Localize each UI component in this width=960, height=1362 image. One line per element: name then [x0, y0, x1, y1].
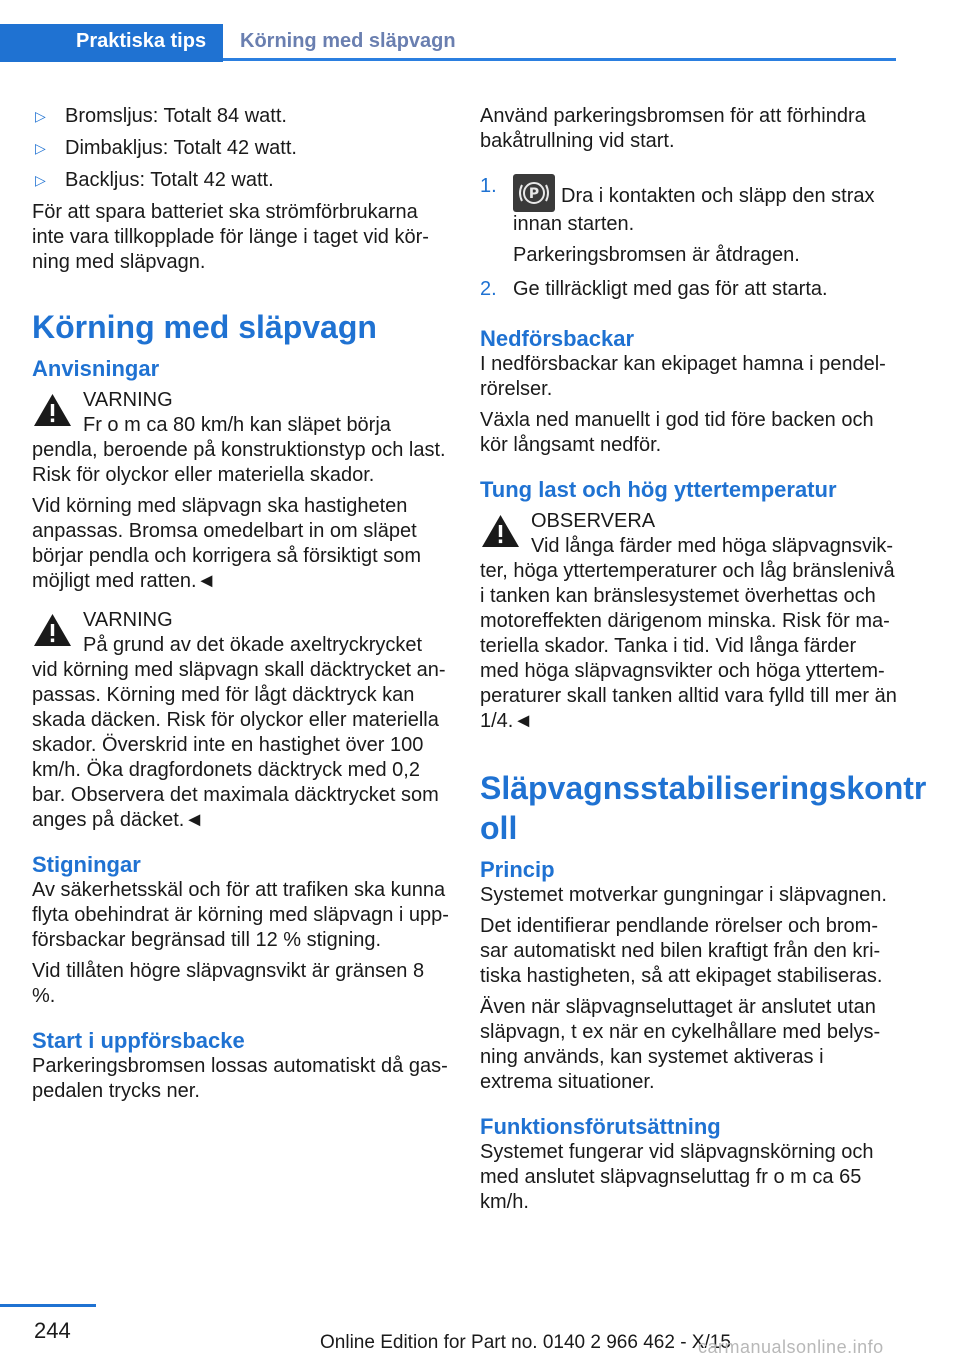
- paragraph: Parkeringsbromsen lossas automatiskt då gaspedalen trycks ner.: [32, 1055, 448, 1102]
- list-item: ▷ Backljus: Totalt 42 watt.: [35, 169, 274, 191]
- paragraph: För att spara batteriet ska strömförbrukarna inte vara tillkopplade för länge i taget vid körning med släpvagn.: [32, 201, 429, 273]
- footer-divider: [0, 1304, 96, 1307]
- triangle-bullet-icon: ▷: [35, 140, 46, 156]
- warning-label: VARNING: [83, 389, 173, 411]
- caution-label: OBSERVERA: [531, 510, 656, 532]
- caution-block: [480, 509, 898, 734]
- subsection-title: Tung last och hög yttertemperatur: [480, 477, 837, 502]
- paragraph: I nedförsbackar kan ekipaget hamna i pendelrörelser.: [480, 353, 886, 400]
- warning-icon: [32, 391, 73, 429]
- paragraph: Det identifierar pendlande rörelser och bromsar automatiskt ned bilen kraftigt från den kritiska hastigheten, så att ekipaget stabiliseras.: [480, 915, 883, 987]
- warning-label: VARNING: [83, 609, 173, 631]
- warning-text: På grund av det ökade axeltryckrycket vid körning med släpvagn skall däcktrycket anpassas. Körning med för lågt däcktryck kan skada däcken. Risk för olyckor eller materiella skador. Överskrid inte en hastighet över 100 km/h. Öka dragfordonets däcktryck med 0,2 bar. Observera det maximala däcktrycket som anges på däcket.◄: [32, 634, 446, 831]
- watermark: carmanualsonline.info: [698, 1337, 884, 1357]
- subsection-title: Princip: [480, 857, 555, 882]
- paragraph: Systemet fungerar vid släpvagnskörning och med anslutet släpvagnseluttag fr o m ca 65 km/h.: [480, 1141, 874, 1213]
- svg-text:P: P: [528, 186, 540, 202]
- subsection-title: Nedförsbackar: [480, 326, 635, 351]
- parking-brake-icon: [513, 174, 555, 212]
- triangle-bullet-icon: ▷: [35, 108, 46, 124]
- header-section-tab: Praktiska tips: [0, 24, 223, 62]
- paragraph: Växla ned manuellt i god tid före backen och kör långsamt nedför.: [480, 409, 874, 456]
- subsection-title: Funktionsförutsättning: [480, 1114, 721, 1139]
- paragraph: Systemet motverkar gungningar i släpvagnen.: [480, 884, 887, 906]
- section-title: Körning med släpvagn: [32, 309, 377, 345]
- subsection-title: Start i uppförsbacke: [32, 1028, 245, 1053]
- warning-block: [32, 608, 450, 833]
- paragraph: Av säkerhetsskäl och för att trafiken ska kunna flyta obehindrat är körning med släpvagn i uppförsbackar begränsad till 12 % stigning.: [32, 879, 449, 951]
- warning-icon: [480, 512, 521, 550]
- header-divider: [223, 58, 896, 61]
- paragraph: Vid tillåten högre släpvagnsvikt är gränsen 8 %.: [32, 960, 425, 1007]
- subsection-title: Anvisningar: [32, 356, 160, 381]
- subsection-title: Stigningar: [32, 852, 141, 877]
- step-number: 1.: [480, 175, 497, 197]
- paragraph: Vid körning med släpvagn ska hastigheten anpassas. Bromsa omedelbart in om släpet börjar pendla och korrigera så försiktigt som möjligt med ratten.◄: [32, 495, 422, 592]
- triangle-bullet-icon: ▷: [35, 172, 46, 188]
- section-title: Släpvagnsstabiliseringskontr oll: [480, 770, 927, 846]
- edition-note: Online Edition for Part no. 0140 2 966 462 - X/15: [320, 1332, 731, 1353]
- step-number: 2.: [480, 278, 497, 300]
- list-item: ▷ Dimbakljus: Totalt 42 watt.: [35, 137, 297, 159]
- warning-icon: [32, 611, 73, 649]
- paragraph: Även när släpvagnseluttaget är anslutet utan släpvagn, t ex när en cykelhållare med belysning används, kan systemet aktiveras i extrema situationer.: [480, 996, 881, 1093]
- right-column: [480, 104, 927, 1221]
- warning-text: Fr o m ca 80 km/h kan släpet börja pendla, beroende på konstruktionstyp och last. Risk för olyckor eller materiella skador.: [32, 414, 446, 486]
- list-item: 2. Ge tillräckligt med gas för att starta.: [480, 278, 828, 300]
- header-chapter-tab: Körning med släpvagn: [240, 30, 456, 52]
- list-item: ▷ Bromsljus: Totalt 84 watt.: [35, 105, 287, 127]
- paragraph: Använd parkeringsbromsen för att förhindra bakåtrullning vid start.: [480, 105, 866, 152]
- list-item: 1. P Dra i kontakten och släpp den strax innan starten. Parkeringsbromsen är åtdragen.: [480, 174, 898, 268]
- caution-text: Vid långa färder med höga släpvagnsvikter, höga yttertemperaturer och låg bränslenivå i tanken kan bränslesystemet överhettas och motoreffekten därigenom minska. Risk för materiella skador. Tanka i tid. Vid långa färder med höga släpvagnsvikter och höga yttertemperaturer skall tanken alltid vara fylld till mer än 1/4.◄: [480, 535, 897, 732]
- step-result: Parkeringsbromsen är åtdragen.: [513, 244, 800, 266]
- warning-block: [32, 388, 450, 488]
- page-number: 244: [34, 1318, 71, 1343]
- page-header: [0, 24, 960, 62]
- left-column: [32, 104, 450, 1110]
